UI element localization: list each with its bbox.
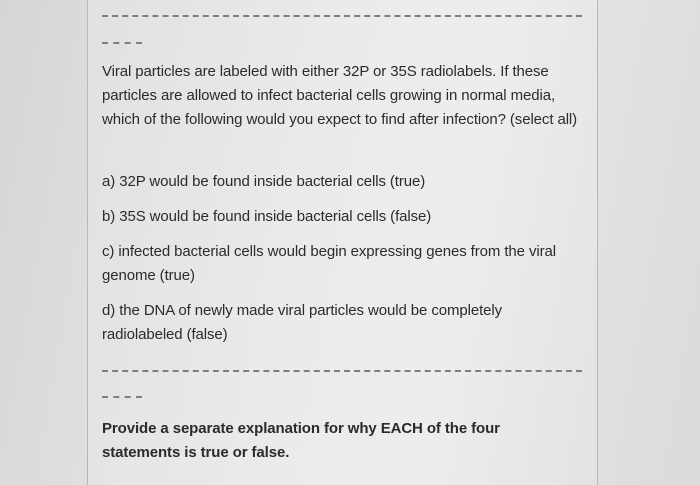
bottom-dashed-separator xyxy=(102,370,582,372)
bottom-dashed-short-separator xyxy=(102,396,142,398)
answer-a: a) 32P would be found inside bacterial cells (true) xyxy=(102,173,426,190)
question-text: Viral particles are labeled with either 32P or 35S radiolabels. If these particles are allowed to infect bacterial cells growing in normal media, which of the following would you expect to find after infection? (select all) xyxy=(102,63,578,128)
answer-d: d) the DNA of newly made viral particles would be completely radiolabeled (false) xyxy=(102,302,503,343)
explanation-prompt: Provide a separate explanation for why EACH of the four statements is true or false. xyxy=(102,420,500,461)
top-dashed-short-separator xyxy=(102,42,142,44)
answer-b: b) 35S would be found inside bacterial cells (false) xyxy=(102,208,432,225)
top-dashed-separator xyxy=(102,15,582,17)
answer-c: c) infected bacterial cells would begin expressing genes from the viral genome (true) xyxy=(102,243,556,284)
